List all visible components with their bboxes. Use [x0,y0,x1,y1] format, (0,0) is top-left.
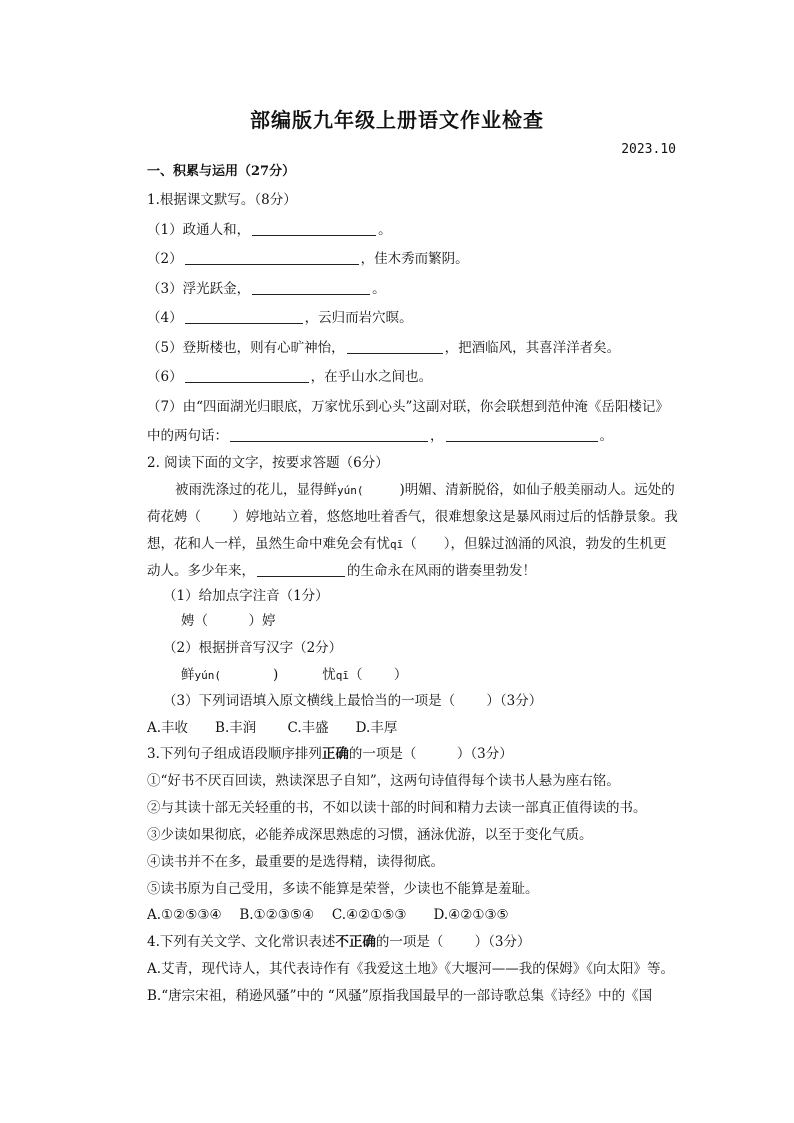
pinyin: yún( [194,669,221,682]
sentence-4: ④读书并不在多，最重要的是选得精，读得彻底。 [147,854,444,870]
item-text: 鲜 [181,667,195,683]
subquestion-1: （1）给加点字注音（1分） [163,588,329,604]
item-text: （3）浮光跃金， [147,281,251,297]
answer-blank[interactable] [185,250,359,265]
item-text: 。 [372,281,386,297]
pinyin: qī [335,669,350,682]
passage-line-3 [147,535,678,554]
item-text: ，把酒临风，其喜洋洋者矣。 [444,340,621,356]
item-text: （ ） [349,667,408,683]
item-text: 中的两句话： [147,428,228,444]
answer-blank[interactable] [446,427,598,442]
passage-text: 的生命永在风雨的谐奏里勃发！ [347,563,536,579]
item-text: ) [273,667,279,683]
question-4-option-b: B.“唐宗宋祖，稍逊风骚”中的 “风骚”原指我国最早的一部诗歌总集《诗经》中的《国 [147,988,653,1004]
item-text: 的一项是（ ）（3分） [375,934,531,950]
passage-line-2: 荷花娉（ ）婷地站立着，悠悠地吐着香气，很难想象这是暴风雨过后的恬静景象。我 [147,509,678,525]
item-text: 4.下列有关文学、文化常识表述 [147,934,336,950]
sentence-3: ③少读如果彻底，必能养成深思熟虑的习惯，涵泳优游，以至于变化气质。 [147,827,593,843]
section-heading: 一、积累与运用（27分） [147,164,296,179]
date-label: 2023.10 [621,142,676,157]
subquestion-3: （3）下列词语填入原文横线上最恰当的一项是（ ）（3分） [163,693,543,709]
question-1-item-7-answer [147,427,678,445]
question-4-option-a: A.艾青，现代诗人，其代表诗作有《我爱这土地》《大堰河——我的保姆》《向太阳》等。 [147,961,675,977]
answer-blank[interactable] [185,309,303,324]
passage-text: （ ），但躲过汹涌的风浪，勃发的生机更 [403,536,667,552]
item-text: ，佳木秀而繁阴。 [360,251,469,267]
sentence-5: ⑤读书原为自己受用，多读不能算是荣誉，少读也不能算是羞耻。 [147,881,539,897]
subquestion-2-answer [181,666,678,685]
answer-blank[interactable] [252,221,376,236]
subquestion-1-answer: 娉（ ）婷 [181,613,276,629]
item-text: （4） [147,310,183,326]
question-1-item-3 [147,280,678,298]
answer-blank[interactable] [185,368,309,383]
emphasis-text: 正确 [321,746,349,762]
question-1-item-2 [147,250,678,268]
item-text: 3.下列句子组成语段顺序排列 [147,746,322,762]
item-text: 。 [599,428,613,444]
passage-text: )明媚、清新脱俗，如仙子般美丽动人。远处的 [399,482,675,498]
question-1-item-4 [147,309,678,327]
question-1-item-6 [147,368,678,386]
item-text: （1）政通人和， [147,222,251,238]
sentence-1: ①“好书不厌百回读，熟读深思子自知”，这两句诗值得每个读书人悬为座右铭。 [147,773,620,789]
answer-blank[interactable] [252,280,370,295]
question-2-options: A.丰收 B.丰润 C.丰盛 D.丰厚 [147,720,398,736]
subquestion-2: （2）根据拼音写汉字（2分） [163,640,343,656]
pinyin: yún( [337,484,364,497]
answer-blank[interactable] [230,427,428,442]
question-2-heading: 2. 阅读下面的文字，按要求答题（6分） [147,455,389,471]
item-text: ，在乎山水之间也。 [310,369,433,385]
question-1-item-5 [147,339,678,357]
question-3-heading [147,745,678,763]
page-title: 部编版九年级上册语文作业检查 [250,108,544,132]
question-3-options: A.①②⑤③④ B.①②③⑤④ C.④②①⑤③ D.④②①③⑤ [147,907,509,923]
question-4-heading [147,933,678,951]
item-text: ， [430,428,444,444]
question-1-heading: 1.根据课文默写。（8分） [147,192,297,208]
pinyin: qī [390,538,404,551]
answer-blank[interactable] [347,339,443,354]
item-text: （6） [147,369,183,385]
passage-line-4 [147,562,678,580]
question-1-item-7: （7）由“四面湖光归眼底，万家忧乐到心头”这副对联，你会联想到范仲淹《岳阳楼记》 [147,399,669,415]
sentence-2: ②与其读十部无关轻重的书，不如以读十部的时间和精力去读一部真正值得读的书。 [147,800,647,816]
answer-blank[interactable] [257,562,345,577]
item-text: 忧 [322,667,336,683]
passage-text: 被雨洗涤过的花儿，显得鲜 [175,482,337,498]
question-1-item-1 [147,221,678,239]
emphasis-text: 不正确 [335,934,376,950]
item-text: 的一项是（ ）（3分） [348,746,513,762]
item-text: 。 [378,222,392,238]
item-text: （5）登斯楼也，则有心旷神怡， [147,340,345,356]
passage-line-1 [175,481,678,500]
passage-text: 想，花和人一样，虽然生命中难免会有忧 [147,536,390,552]
item-text: ，云归而岩穴暝。 [304,310,413,326]
passage-text: 动人。多少年来， [147,563,255,579]
item-text: （2） [147,251,183,267]
